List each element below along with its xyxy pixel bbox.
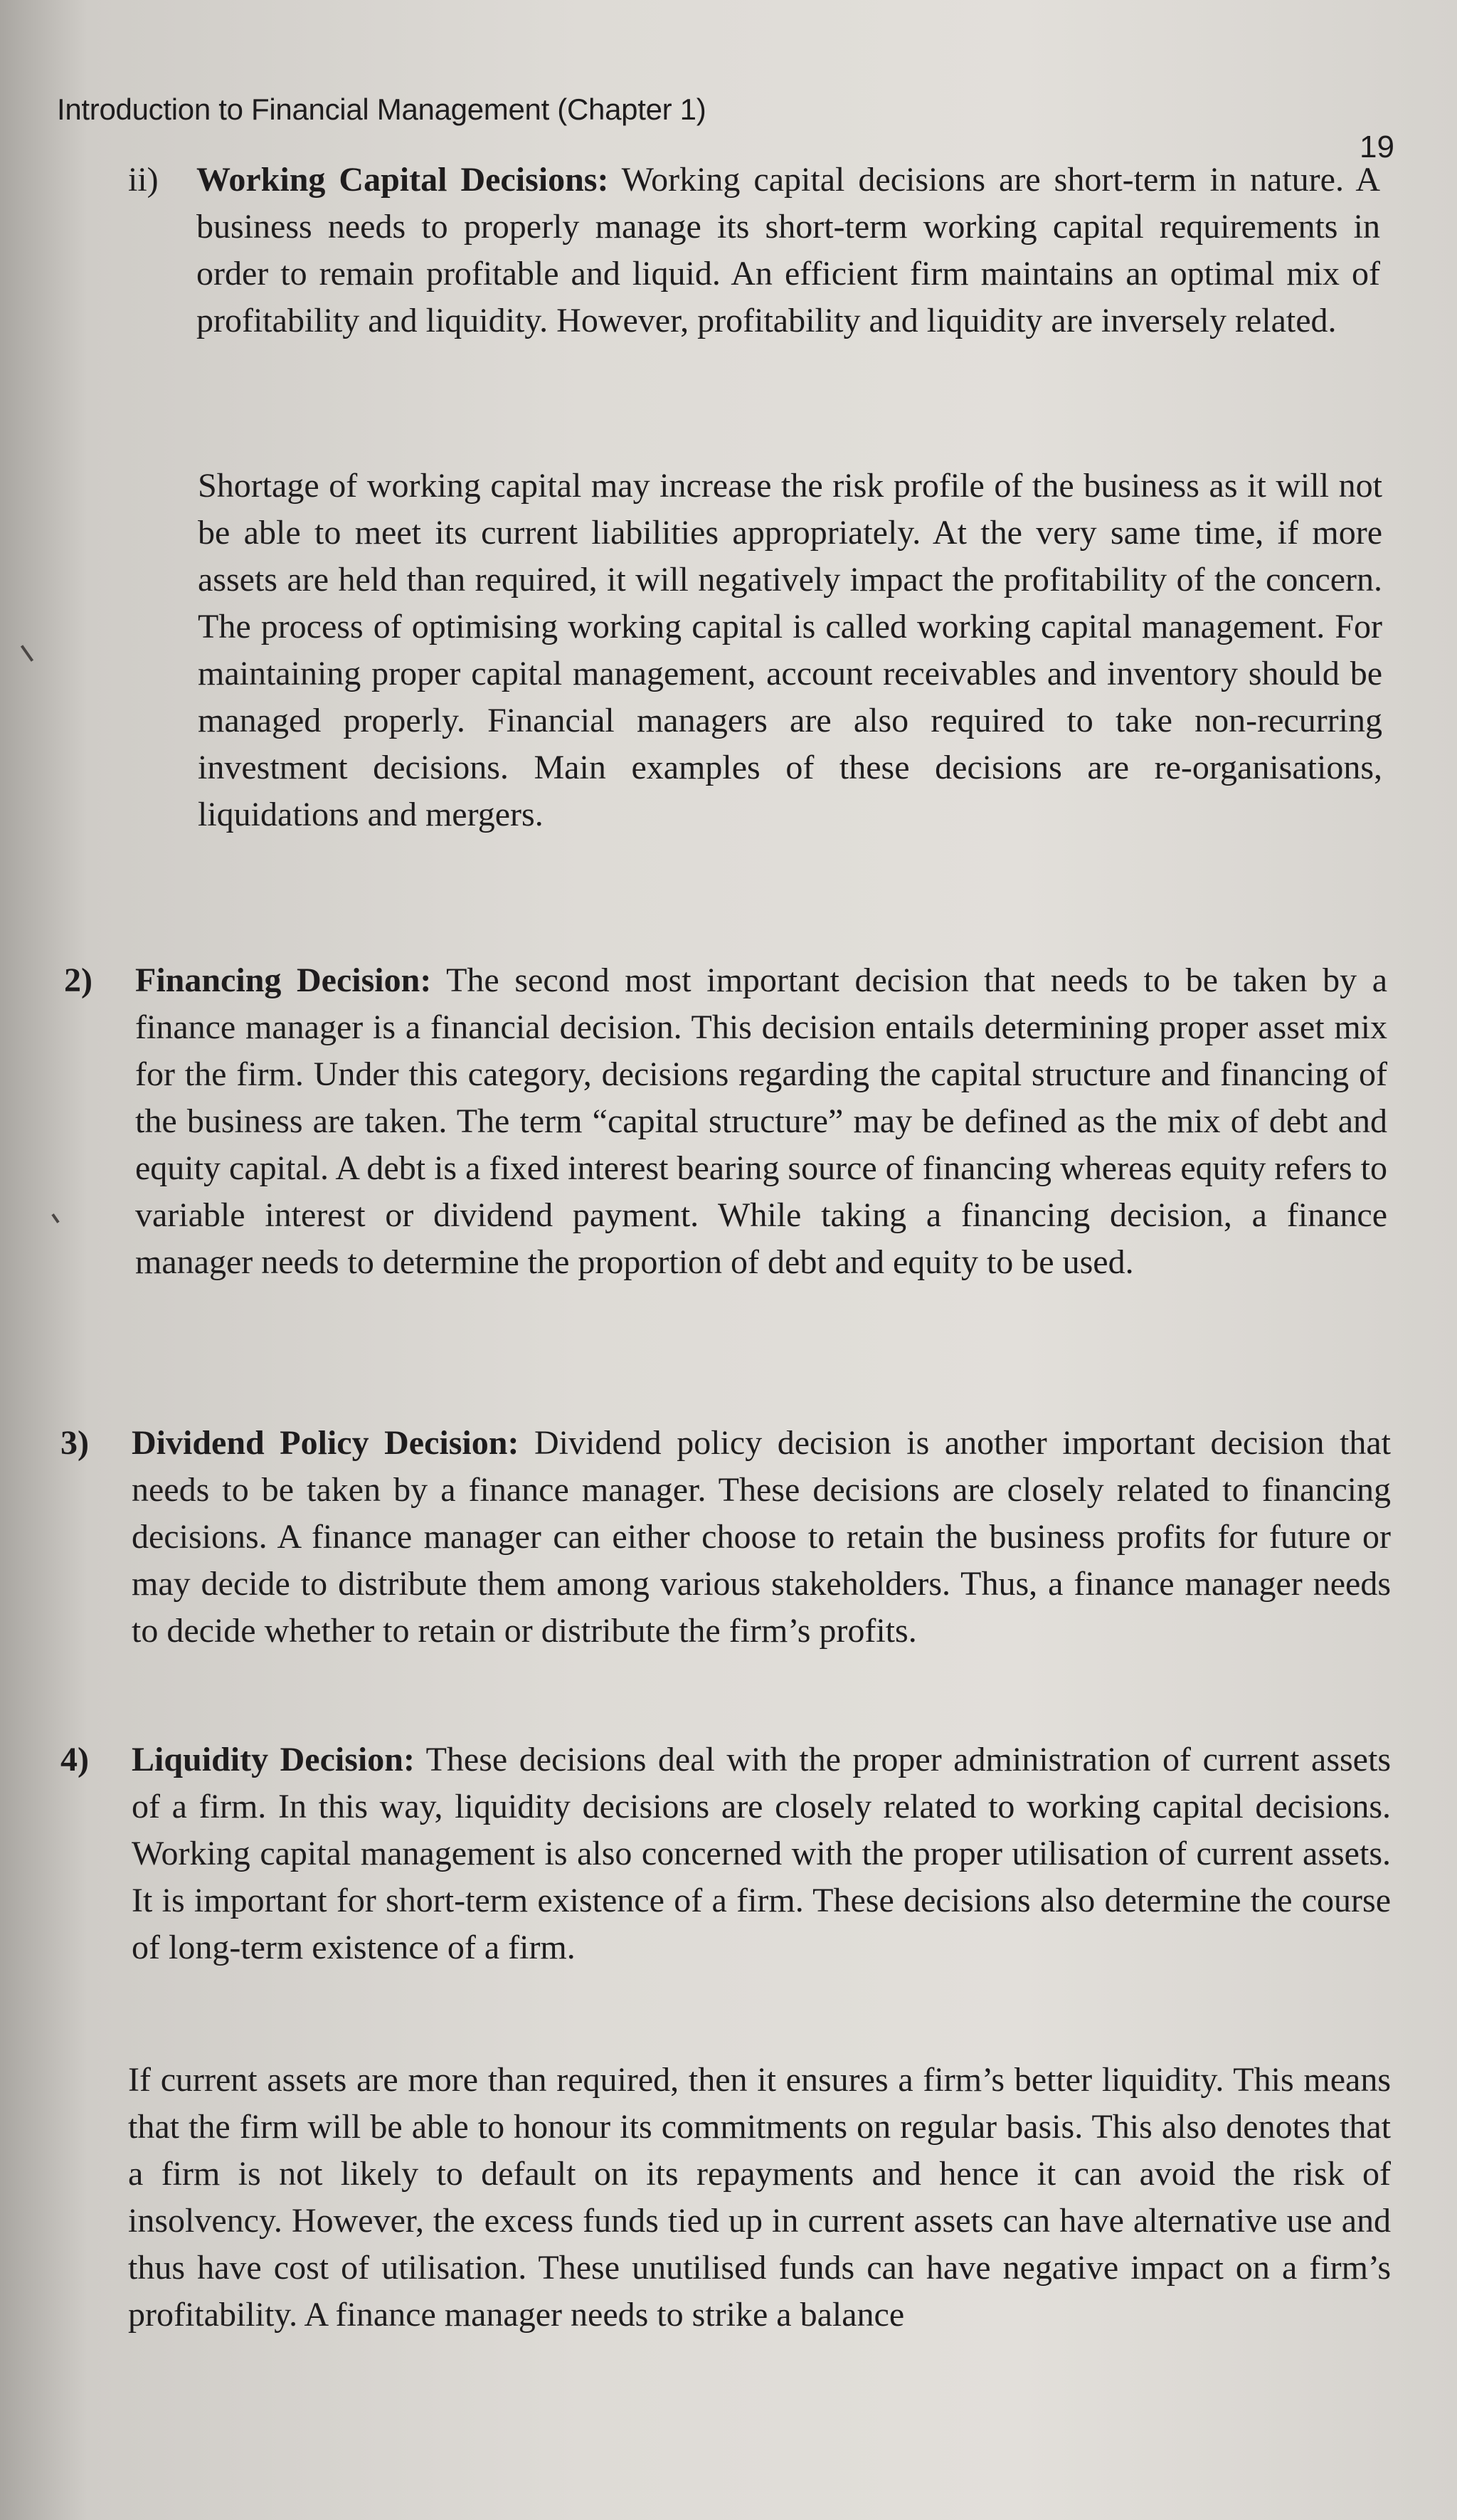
section-heading: Liquidity Decision: <box>132 1741 415 1778</box>
working-capital-continuation: Shortage of working capital may increase the risk profile of the business as it will not be able to meet its current liabilities appropriately. At the very same time, if more assets are held than required, it will negatively impact the profitability of the concern. The process of optimising working capital is called working capital management. For maintaining proper capital management, account receivables and inventory should be managed properly. Financial managers are also required to take non-recurring investment decisions. Main examples of these decisions are re-organisations, liquidations and mergers. <box>198 467 1382 833</box>
dividend-policy-section <box>60 1420 1391 1675</box>
financing-decision-section <box>64 957 1387 1306</box>
page-header <box>57 93 1394 164</box>
section-heading: Dividend Policy Decision: <box>132 1424 519 1462</box>
running-head-title: Introduction to Financial Management (Chapter 1) <box>57 93 706 126</box>
working-capital-paragraph <box>196 157 1380 344</box>
section-text: Working capital decisions are short-term in nature. A business needs to properly manage its short-term working capital requirements in order to remain profitable and liquid. An efficient firm maintains an optimal mix of profitability and liquidity. However, profitability and liquidity are inversely related. <box>196 161 1380 339</box>
section-text: The second most important decision that needs to be taken by a finance manager is a financial decision. This decision entails determining proper asset mix for the firm. Under this category, decisions regarding the capital structure and financing of the business are taken. The term “capital structure” may be defined as the mix of debt and equity capital. A debt is a fixed interest bearing source of financing whereas equity refers to variable interest or dividend payment. While taking a financing decision, a finance manager needs to determine the proportion of debt and equity to be used. <box>135 961 1388 1281</box>
liquidity-continuation: If current assets are more than required, then it ensures a firm’s better liquidity. This means that the firm will be able to honour its commitments on regular basis. This also denotes that a firm is not likely to default on its repayments and hence it can avoid the risk of insolvency. However, the excess funds tied up in current assets can have alternative use and thus have cost of utilisation. These unutilised funds can have negative impact on a firm’s profitability. A finance manager needs to strike a balance <box>128 2061 1391 2334</box>
pencil-mark <box>51 1213 59 1223</box>
pencil-mark <box>21 645 33 662</box>
page-number: 19 <box>1360 130 1394 164</box>
liquidity-decision-section <box>60 1736 1391 1991</box>
dividend-paragraph <box>132 1420 1391 1655</box>
section-text: Dividend policy decision is another important decision that needs to be taken by a finance manager. These decisions are closely related to financing decisions. A finance manager can either choose to retain the business profits for future or may decide to distribute them among various stakeholders. Thus, a finance manager needs to decide whether to retain or distribute the firm’s profits. <box>132 1424 1392 1650</box>
working-capital-section <box>128 157 1380 364</box>
financing-paragraph <box>135 957 1387 1286</box>
item-number: 3) <box>60 1424 89 1462</box>
section-text: These decisions deal with the proper administration of current assets of a firm. In this way, liquidity decisions are closely related to working capital decisions. Working capital management is also concerned with the proper utilisation of current assets. It is important for short-term existence of a firm. These decisions also determine the course of long-term existence of a firm. <box>132 1741 1391 1966</box>
item-number: ii) <box>128 161 159 199</box>
liquidity-paragraph <box>132 1736 1391 1971</box>
section-heading: Financing Decision: <box>135 961 432 999</box>
item-number: 4) <box>60 1741 89 1778</box>
section-heading: Working Capital Decisions: <box>196 161 609 199</box>
item-number: 2) <box>64 961 92 999</box>
